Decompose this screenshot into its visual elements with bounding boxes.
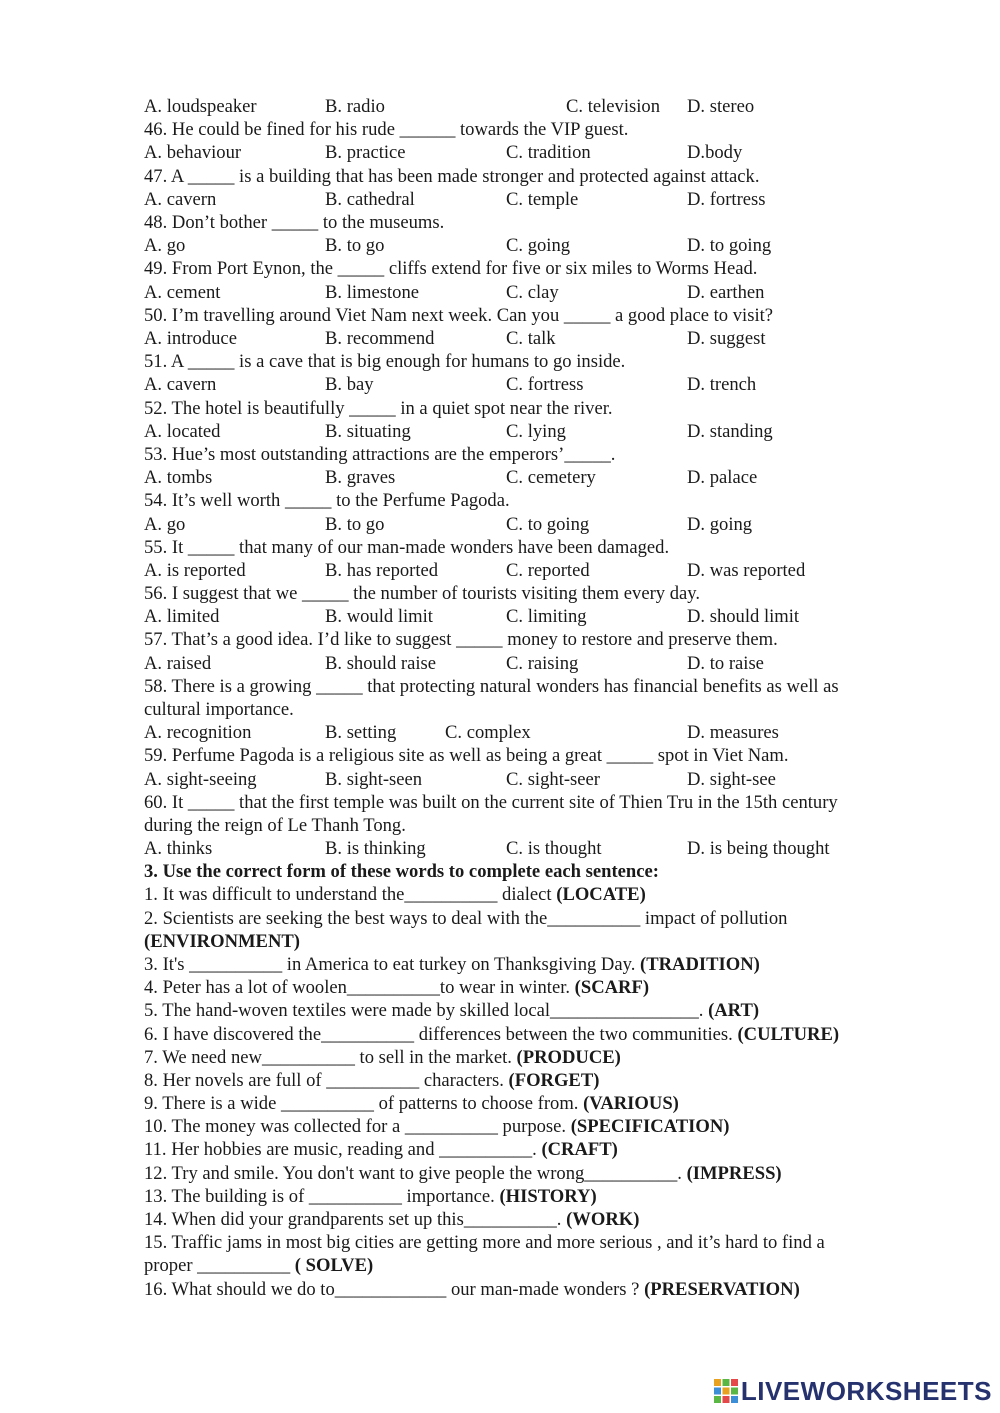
option-b: B. practice [325,142,406,163]
logo-text: LIVEWORKSHEETS [740,1375,992,1406]
option-d: D.body [687,142,743,163]
option-b: B. graves [325,467,396,488]
options-row-50 [144,327,904,350]
options-row-49 [144,281,904,304]
logo-mark-icon [714,1379,738,1403]
question-60-continued: during the reign of Le Thanh Tong. [144,815,406,836]
options-row-52 [144,420,904,443]
question-46: 46. He could be fined for his rude ______ towards the VIP guest. [144,119,629,140]
word-form-item-12: 12. Try and smile. You don't want to give people the wrong__________. (IMPRESS) [144,1163,782,1184]
option-b: B. should raise [325,653,437,674]
word-form-item-2: 2. Scientists are seeking the best ways to deal with the__________ impact of pollution [144,908,788,929]
question-57: 57. That’s a good idea. I’d like to suggest _____ money to restore and preserve them. [144,629,778,650]
word-form-item-3: 3. It's __________ in America to eat turkey on Thanksgiving Day. (TRADITION) [144,954,760,975]
option-d: D. suggest [687,328,766,349]
option-d: D. to going [687,235,772,256]
option-d: D. measures [687,722,779,743]
option-b: B. has reported [325,560,439,581]
option-b: B. situating [325,421,411,442]
question-51: 51. A _____ is a cave that is big enough for humans to go inside. [144,351,626,372]
option-b: B. to go [325,235,385,256]
options-row-57 [144,652,904,675]
root-word: (HISTORY) [499,1186,597,1207]
option-c: C. going [506,235,571,256]
word-form-item-9: 9. There is a wide __________ of patterns to choose from. (VARIOUS) [144,1093,679,1114]
option-c: C. talk [506,328,556,349]
option-b: B. to go [325,514,385,535]
option-d: D. is being thought [687,838,830,859]
question-58-continued: cultural importance. [144,699,294,720]
root-word: (TRADITION) [640,954,760,975]
option-c: C. cemetery [506,467,596,488]
question-56: 56. I suggest that we _____ the number of tourists visiting them every day. [144,583,700,604]
word-form-item-13: 13. The building is of __________ importance. (HISTORY) [144,1186,597,1207]
option-b: B. recommend [325,328,435,349]
question-58: 58. There is a growing _____ that protecting natural wonders has financial benefits as well as [144,676,839,697]
option-c: C. is thought [506,838,602,859]
options-row-45 [144,95,904,118]
option-c: C. raising [506,653,579,674]
options-row-58 [144,721,904,744]
option-a: A. behaviour [144,142,242,163]
option-c: C. tradition [506,142,591,163]
option-c: C. temple [506,189,579,210]
question-54: 54. It’s well worth _____ to the Perfume Pagoda. [144,490,510,511]
option-b: B. setting [325,722,397,743]
option-a: A. recognition [144,722,252,743]
option-d: D. should limit [687,606,800,627]
option-c: C. fortress [506,374,584,395]
option-b: B. would limit [325,606,433,627]
word-form-item-7: 7. We need new__________ to sell in the market. (PRODUCE) [144,1047,621,1068]
option-d: D. sight-see [687,769,776,790]
option-d: D. to raise [687,653,764,674]
word-form-item-16: 16. What should we do to____________ our man-made wonders ? (PRESERVATION) [144,1279,800,1300]
options-row-56 [144,605,904,628]
option-a: A. is reported [144,560,246,581]
option-b: B. cathedral [325,189,415,210]
word-form-item-6: 6. I have discovered the__________ differences between the two communities. (CULTURE) [144,1024,840,1045]
option-d: D. trench [687,374,757,395]
options-row-60 [144,837,904,860]
option-a: A. introduce [144,328,237,349]
question-48: 48. Don’t bother _____ to the museums. [144,212,445,233]
options-row-47 [144,188,904,211]
options-row-53 [144,466,904,489]
option-a: A. go [144,235,186,256]
option-a: A. tombs [144,467,213,488]
option-d: D. fortress [687,189,766,210]
question-47: 47. A _____ is a building that has been made stronger and protected against attack. [144,166,760,187]
question-60: 60. It _____ that the first temple was built on the current site of Thien Tru in the 15th century [144,792,838,813]
root-word: (FORGET) [508,1070,600,1091]
option-a: A. cavern [144,374,217,395]
option-d: D. stereo [687,96,755,117]
root-word: (PRODUCE) [516,1047,621,1068]
root-word: (SPECIFICATION) [570,1116,730,1137]
word-form-item-15: 15. Traffic jams in most big cities are getting more and more serious , and it’s hard to find a [144,1232,825,1253]
word-form-item-11: 11. Her hobbies are music, reading and __________. (CRAFT) [144,1139,618,1160]
option-a: A. raised [144,653,212,674]
root-word: (IMPRESS) [686,1163,782,1184]
option-d: D. standing [687,421,773,442]
question-50: 50. I’m travelling around Viet Nam next week. Can you _____ a good place to visit? [144,305,774,326]
word-form-item-1: 1. It was difficult to understand the__________ dialect (LOCATE) [144,884,646,905]
option-c: C. complex [445,722,531,743]
options-row-51 [144,373,904,396]
liveworksheets-logo[interactable] [714,1376,992,1406]
root-word: (CRAFT) [541,1139,618,1160]
options-row-55 [144,559,904,582]
root-word: (SCARF) [574,977,650,998]
option-a: A. cavern [144,189,217,210]
section-3-heading: 3. Use the correct form of these words to complete each sentence: [144,861,659,882]
root-word: (LOCATE) [556,884,646,905]
word-form-item-15-continued: proper __________ ( SOLVE) [144,1255,374,1276]
option-a: A. thinks [144,838,213,859]
option-d: D. palace [687,467,758,488]
option-b: B. radio [325,96,385,117]
option-c: C. to going [506,514,590,535]
word-form-item-8: 8. Her novels are full of __________ characters. (FORGET) [144,1070,600,1091]
root-word: (PRESERVATION) [644,1279,800,1300]
question-52: 52. The hotel is beautifully _____ in a quiet spot near the river. [144,398,613,419]
options-row-48 [144,234,904,257]
option-c: C. clay [506,282,559,303]
option-d: D. going [687,514,753,535]
question-49: 49. From Port Eynon, the _____ cliffs extend for five or six miles to Worms Head. [144,258,758,279]
options-row-54 [144,513,904,536]
option-c: C. sight-seer [506,769,600,790]
word-form-item-5: 5. The hand-woven textiles were made by skilled local________________. (ART) [144,1000,760,1021]
option-a: A. go [144,514,186,535]
root-word: (WORK) [566,1209,640,1230]
option-c: C. reported [506,560,590,581]
word-form-item-2-word [144,930,904,953]
option-a: A. limited [144,606,220,627]
option-a: A. located [144,421,221,442]
options-row-46 [144,141,904,164]
option-a: A. sight-seeing [144,769,257,790]
option-d: D. earthen [687,282,765,303]
root-word: ( SOLVE) [294,1255,374,1276]
question-55: 55. It _____ that many of our man-made wonders have been damaged. [144,537,670,558]
word-form-item-4: 4. Peter has a lot of woolen__________to wear in winter. (SCARF) [144,977,650,998]
root-word: (ART) [708,1000,760,1021]
option-b: B. limestone [325,282,419,303]
options-row-59 [144,768,904,791]
root-word: (VARIOUS) [583,1093,679,1114]
question-59: 59. Perfume Pagoda is a religious site as well as being a great _____ spot in Viet Nam. [144,745,789,766]
root-word: (ENVIRONMENT) [144,931,300,952]
option-b: B. sight-seen [325,769,423,790]
word-form-item-14: 14. When did your grandparents set up this__________. (WORK) [144,1209,640,1230]
option-b: B. bay [325,374,374,395]
option-a: A. cement [144,282,221,303]
option-a: A. loudspeaker [144,96,257,117]
option-c: C. limiting [506,606,587,627]
word-form-item-10: 10. The money was collected for a __________ purpose. (SPECIFICATION) [144,1116,730,1137]
option-b: B. is thinking [325,838,426,859]
option-c: C. lying [506,421,566,442]
question-53: 53. Hue’s most outstanding attractions are the emperors’_____. [144,444,616,465]
option-d: D. was reported [687,560,806,581]
option-c: C. television [566,96,660,117]
root-word: (CULTURE) [737,1024,840,1045]
